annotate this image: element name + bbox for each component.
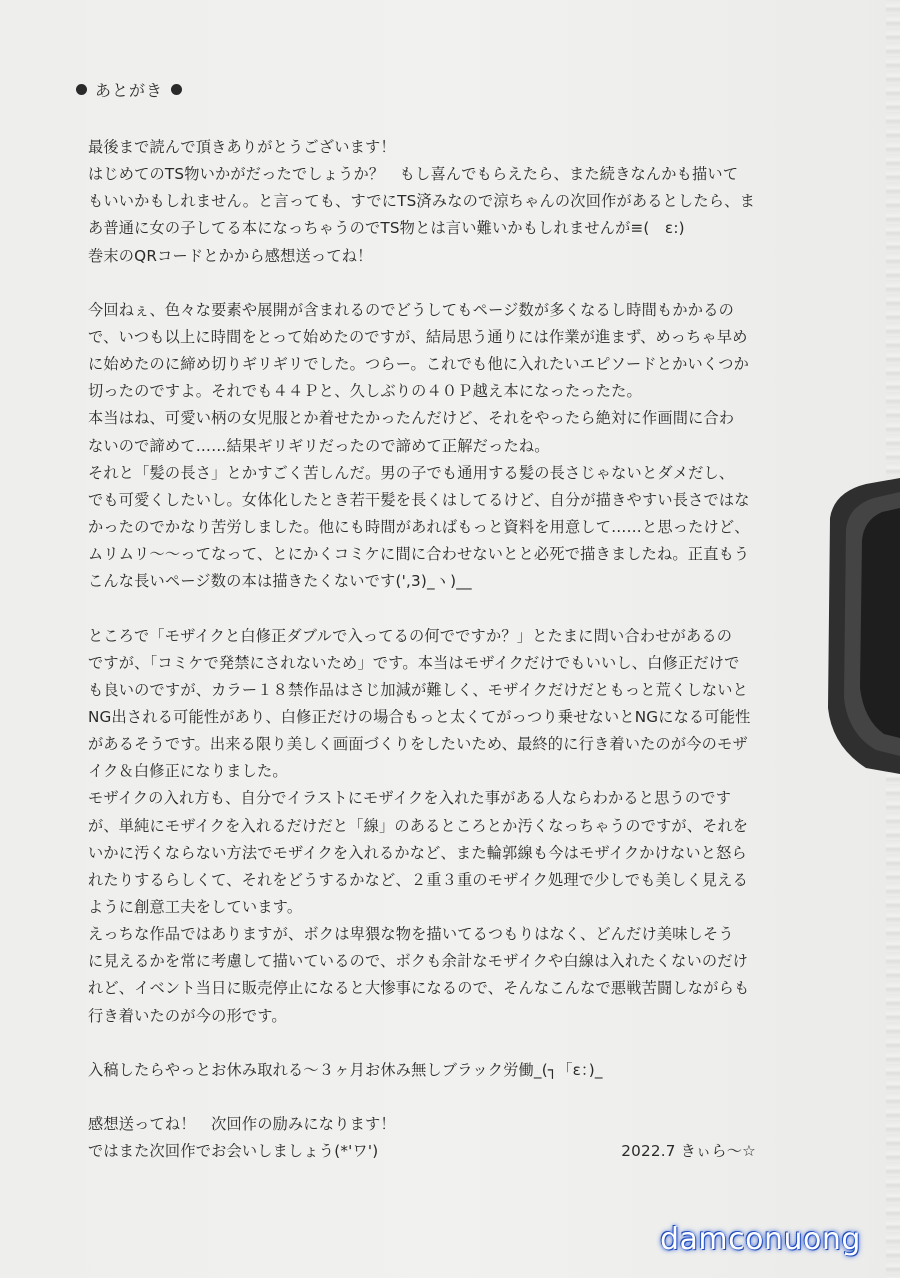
text-line: れど、イベント当日に販売停止になると大惨事になるので、そんなこんなで悪戦苦闘しながらも	[88, 979, 750, 998]
text-line: もいいかもしれません。と言っても、すでにTS済みなので涼ちゃんの次回作があるとしたら、ま	[88, 192, 755, 211]
text-line: ところで「モザイクと白修正ダブルで入ってるの何でですか？」とたまに問い合わせがあるの	[88, 626, 733, 645]
text-line: があるそうです。出来る限り美しく画面づくりをしたいため、最終的に行き着いたのが今のモザ	[88, 735, 748, 754]
text-line: 本当はね、可愛い柄の女児服とか着せたかったんだけど、それをやったら絶対に作画間に合わ	[88, 409, 735, 428]
paragraph-gap	[88, 595, 778, 622]
text-line: ですが、「コミケで発禁にされないため」です。本当はモザイクだけでもいいし、白修正だけで	[88, 653, 740, 672]
afterword-heading	[76, 78, 182, 101]
text-line: いかに汚くならない方法でモザイクを入れるかなど、また輪郭線も今はモザイクかけないと怒ら	[88, 843, 747, 862]
binder-clip-shadow	[826, 478, 900, 774]
bullet-left-icon	[76, 84, 87, 95]
text-line: イク＆白修正になりました。	[88, 762, 288, 781]
text-line: ないので諦めて……結果ギリギリだったので諦めて正解だったね。	[88, 436, 550, 455]
text-line: 感想送ってね！ 次回作の励みになります！	[88, 1115, 396, 1134]
text-line: 最後まで読んで頂きありがとうございます！	[88, 138, 396, 156]
afterword-title: あとがき	[95, 81, 164, 100]
watermark-logo: damconuong	[660, 1222, 861, 1257]
text-line: えっちな作品ではありますが、ボクは卑猥な物を描いてるつもりはなく、どんだけ美味しそう	[88, 925, 734, 944]
text-line: モザイクの入れ方も、自分でイラストにモザイクを入れた事がある人ならわかると思うのです	[88, 789, 732, 808]
closing-text: ではまた次回作でお会いしましょう(*'ワ')	[88, 1142, 379, 1161]
text-line: 今回ねぇ、色々な要素や展開が含まれるのでどうしてもページ数が多くなるし時間もかかるの	[88, 300, 734, 319]
text-line: が、単純にモザイクを入れるだけだと「線」のあるところとか汚くなっちゃうのですが、それを	[88, 816, 749, 835]
text-line: でも可愛くしたいし。女体化したとき若干髪を長くはしてるけど、自分が描きやすい長さではな	[88, 490, 750, 509]
bullet-right-icon	[171, 84, 182, 95]
text-line: それと「髪の長さ」とかすごく苦しんだ。男の子でも通用する髪の長さじゃないとダメだし、	[88, 463, 735, 482]
signature: 2022.7 きぃら〜☆	[621, 1142, 756, 1161]
binder-clip-inner	[860, 508, 900, 738]
paragraph-gap	[88, 1030, 778, 1057]
text-line: ムリムリ〜〜ってなって、とにかくコミケに間に合わせないとと必死で描きましたね。正直もう	[88, 545, 750, 564]
paragraph-gap	[88, 1084, 778, 1111]
text-line: 入稿したらやっとお休み取れる〜３ヶ月お休み無しブラック労働_(┐「ε：)_	[88, 1060, 603, 1079]
text-line: で、いつも以上に時間をとって始めたのですが、結局思う通りには作業が進まず、めっちゃ早め	[88, 327, 748, 346]
closing-row	[88, 1138, 756, 1165]
text-line: も良いのですが、カラー１８禁作品はさじ加減が難しく、モザイクだけだともっと荒くしないと	[88, 680, 748, 699]
text-line: に始めたのに締め切りギリギリでした。つらー。これでも他に入れたいエピソードとかいくつか	[88, 355, 750, 374]
text-line: かったのでかなり苦労しました。他にも時間があればもっと資料を用意して……と思ったけど、	[88, 517, 750, 536]
text-line: ように創意工夫をしています。	[88, 897, 303, 916]
paragraph-gap	[88, 270, 778, 297]
afterword-body	[88, 134, 778, 1165]
text-line: あ普通に女の子してる本になっちゃうのでTS物とは言い難いかもしれませんが≡( ε:)	[88, 219, 685, 238]
text-line: はじめてのTS物いかがだったでしょうか？ もし喜んでもらえたら、また続きなんかも描いて	[88, 165, 739, 184]
text-line: 行き着いたのが今の形です。	[88, 1006, 287, 1025]
text-line: NG出される可能性があり、白修正だけの場合もっと太くてがっつり乗せないとNGになる可能性	[88, 707, 751, 726]
text-line: こんな長いページ数の本は描きたくないです(',3)_ヽ)__	[88, 572, 472, 591]
text-line: 巻末のQRコードとかから感想送ってね！	[88, 246, 373, 265]
text-line: れたりするらしくて、それをどうするかなど、２重３重のモザイク処理で少しでも美しく見える	[88, 870, 748, 889]
text-line: 切ったのですよ。それでも４４Ｐと、久しぶりの４０Ｐ越え本になったったた。	[88, 382, 642, 401]
text-line: に見えるかを常に考慮して描いているので、ボクも余計なモザイクや白線は入れたくないのだけ	[88, 952, 748, 971]
